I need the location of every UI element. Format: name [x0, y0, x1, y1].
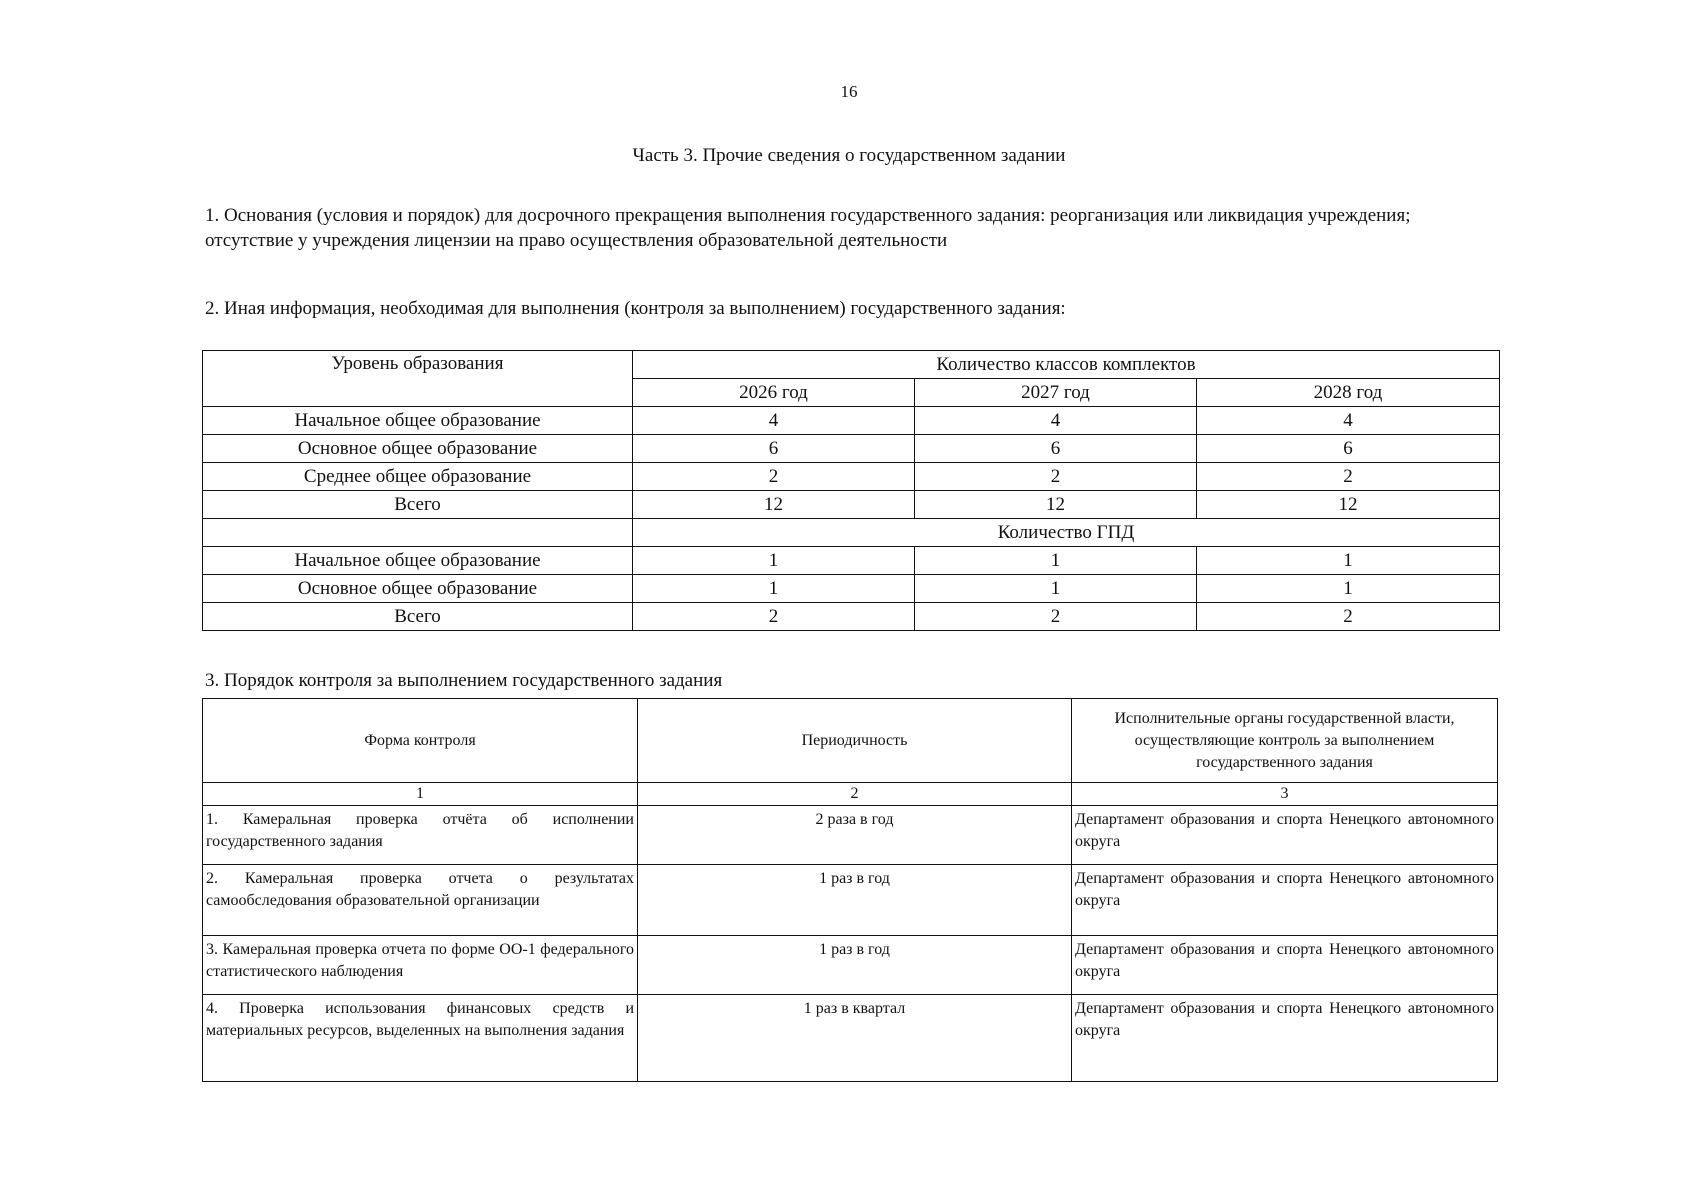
header-gpd-group: Количество ГПД	[633, 519, 1500, 547]
control-body-cell: Департамент образования и спорта Ненецкого автономного округа	[1072, 806, 1498, 865]
periodicity-cell: 1 раз в год	[638, 936, 1072, 995]
table-row	[203, 407, 1500, 435]
cell-value: 1	[915, 575, 1197, 603]
table-row	[203, 491, 1500, 519]
cell-value: 6	[915, 435, 1197, 463]
cell-value: 6	[1197, 435, 1500, 463]
table-row	[203, 547, 1500, 575]
cell-value: 2	[633, 603, 915, 631]
periodicity-cell: 2 раза в год	[638, 806, 1072, 865]
cell-value: 1	[915, 547, 1197, 575]
row-label: Всего	[203, 491, 633, 519]
header-control-body: Исполнительные органы государственной власти, осуществляющие контроль за выполнением государственного задания	[1072, 699, 1498, 783]
empty-cell	[203, 519, 633, 547]
header-classes-group: Количество классов комплектов	[633, 351, 1500, 379]
cell-value: 2	[915, 603, 1197, 631]
cell-value: 1	[633, 547, 915, 575]
table-row	[203, 995, 1498, 1082]
cell-value: 1	[633, 575, 915, 603]
header-periodicity: Периодичность	[638, 699, 1072, 783]
row-label: Начальное общее образование	[203, 407, 633, 435]
cell-value: 12	[1197, 491, 1500, 519]
control-form-cell: 1. Камеральная проверка отчёта об исполнении государственного задания	[203, 806, 638, 865]
cell-value: 2	[1197, 603, 1500, 631]
part-title: Часть 3. Прочие сведения о государственном задании	[632, 145, 1066, 166]
header-year-2027: 2027 год	[915, 379, 1197, 407]
page-number: 16	[840, 82, 858, 101]
section1-text: 1. Основания (условия и порядок) для досрочного прекращения выполнения государственного задания: реорганизация или ликвидация учреждения; отсутствие у учреждения лицензии на право осуществления образовательной деятельности	[205, 205, 1411, 251]
cell-value: 4	[1197, 407, 1500, 435]
cell-value: 2	[915, 463, 1197, 491]
table-row	[203, 806, 1498, 865]
section2-text: 2. Иная информация, необходимая для выполнения (контроля за выполнением) государственного задания:	[205, 298, 1066, 319]
header-year-2028: 2028 год	[1197, 379, 1500, 407]
control-form-cell: 2. Камеральная проверка отчета о результатах самообследования образовательной организации	[203, 865, 638, 936]
control-body-cell: Департамент образования и спорта Ненецкого автономного округа	[1072, 995, 1498, 1082]
row-label: Среднее общее образование	[203, 463, 633, 491]
classes-table	[202, 350, 1500, 631]
row-label: Начальное общее образование	[203, 547, 633, 575]
table-row	[203, 463, 1500, 491]
control-form-cell: 3. Камеральная проверка отчета по форме ОО-1 федерального статистического наблюдения	[203, 936, 638, 995]
table-row	[203, 603, 1500, 631]
periodicity-cell: 1 раз в год	[638, 865, 1072, 936]
control-body-cell: Департамент образования и спорта Ненецкого автономного округа	[1072, 936, 1498, 995]
periodicity-cell: 1 раз в квартал	[638, 995, 1072, 1082]
column-number: 1	[203, 783, 638, 806]
control-form-cell: 4. Проверка использования финансовых средств и материальных ресурсов, выделенных на выполнения задания	[203, 995, 638, 1082]
row-label: Основное общее образование	[203, 435, 633, 463]
column-number: 2	[638, 783, 1072, 806]
column-number: 3	[1072, 783, 1498, 806]
cell-value: 4	[915, 407, 1197, 435]
cell-value: 12	[633, 491, 915, 519]
table-row	[203, 575, 1500, 603]
section3-title: 3. Порядок контроля за выполнением государственного задания	[205, 670, 723, 691]
cell-value: 2	[1197, 463, 1500, 491]
table-row	[203, 435, 1500, 463]
cell-value: 6	[633, 435, 915, 463]
cell-value: 1	[1197, 547, 1500, 575]
cell-value: 2	[633, 463, 915, 491]
control-table	[202, 698, 1498, 1082]
table-row	[203, 865, 1498, 936]
row-label: Основное общее образование	[203, 575, 633, 603]
cell-value: 12	[915, 491, 1197, 519]
header-level: Уровень образования	[203, 351, 633, 407]
control-body-cell: Департамент образования и спорта Ненецкого автономного округа	[1072, 865, 1498, 936]
header-year-2026: 2026 год	[633, 379, 915, 407]
cell-value: 1	[1197, 575, 1500, 603]
cell-value: 4	[633, 407, 915, 435]
header-control-form: Форма контроля	[203, 699, 638, 783]
row-label: Всего	[203, 603, 633, 631]
table-row	[203, 936, 1498, 995]
